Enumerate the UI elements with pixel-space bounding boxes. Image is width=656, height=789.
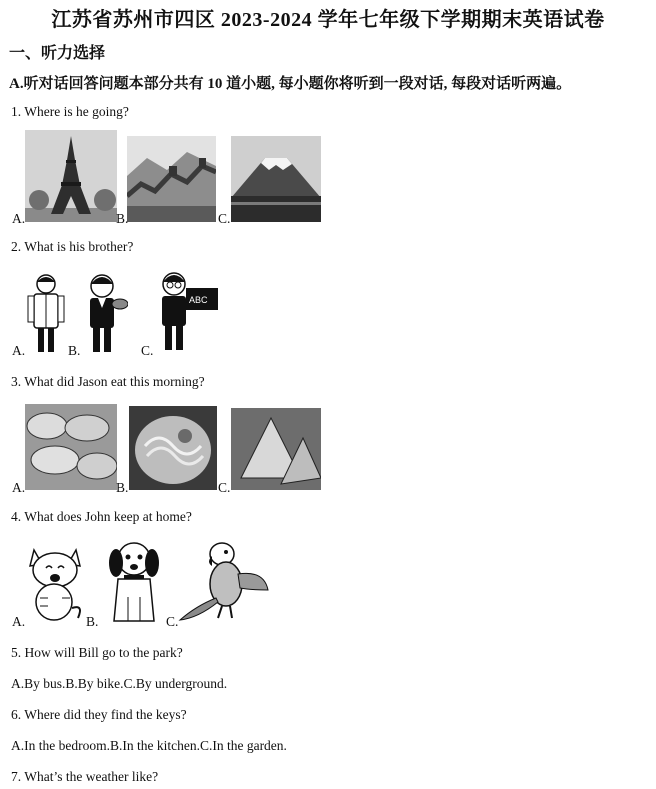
question-6: 6. Where did they find the keys? [11, 707, 187, 722]
q3-option-b-label: B. [116, 480, 129, 495]
parrot-picture [178, 540, 270, 624]
zongzi-picture [231, 408, 321, 490]
q2-option-c-label: C. [141, 343, 154, 358]
mount-fuji-picture [231, 136, 321, 222]
q1-option-c-label: C. [218, 211, 231, 226]
dog-picture [106, 537, 162, 625]
q2-option-b-label: B. [68, 343, 81, 358]
great-wall-picture [127, 136, 216, 222]
question-2: 2. What is his brother? [11, 239, 134, 254]
q1-option-b-label: B. [116, 211, 129, 226]
question-5-options: A.By bus.B.By bike.C.By underground. [11, 676, 228, 691]
question-3: 3. What did Jason eat this morning? [11, 374, 205, 389]
teacher-picture [156, 270, 218, 356]
abc-board-text: ABC [189, 295, 208, 305]
question-6-options: A.In the bedroom.B.In the kitchen.C.In the garden. [11, 738, 287, 753]
q4-option-a-label: A. [12, 614, 26, 629]
question-5: 5. How will Bill go to the park? [11, 645, 183, 660]
exam-title: 江苏省苏州市四区 2023-2024 学年七年级下学期期末英语试卷 [51, 9, 605, 31]
q2-option-a-label: A. [12, 343, 26, 358]
question-7: 7. What’s the weather like? [11, 769, 159, 784]
noodles-picture [129, 406, 217, 490]
eiffel-tower-picture [25, 130, 117, 222]
q3-option-a-label: A. [12, 480, 26, 495]
q4-option-b-label: B. [86, 614, 99, 629]
q1-option-a-label: A. [12, 211, 26, 226]
question-1: 1. Where is he going? [11, 104, 129, 119]
dumplings-picture [25, 404, 117, 490]
cat-picture [26, 542, 84, 624]
section-heading: 一、听力选择 [9, 45, 106, 62]
q4-option-c-label: C. [166, 614, 179, 629]
doctor-picture [26, 272, 66, 356]
waiter-picture [82, 272, 128, 356]
q3-option-c-label: C. [218, 480, 231, 495]
subsection-instructions: A.听对话回答问题本部分共有 10 道小题, 每小题你将听到一段对话, 每段对话听两遍。 [9, 76, 572, 92]
question-4: 4. What does John keep at home? [11, 509, 192, 524]
